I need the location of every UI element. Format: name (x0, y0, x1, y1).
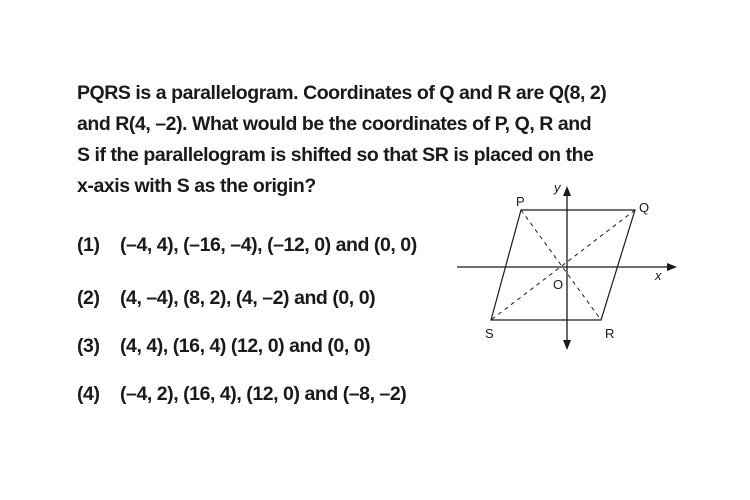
label-s: S (485, 326, 494, 341)
question-line-2: and R(4, –2). What would be the coordinates of P, Q, R and (77, 113, 592, 135)
label-o: O (553, 277, 564, 292)
label-x: x (655, 268, 662, 283)
option-3-text: (4, 4), (16, 4) (12, 0) and (0, 0) (120, 335, 371, 357)
diagonal-pr (521, 210, 601, 320)
option-1[interactable] (77, 234, 417, 257)
parallelogram-figure (455, 178, 680, 358)
question-line-1: PQRS is a parallelogram. Coordinates of Q and R are Q(8, 2) (77, 82, 607, 104)
option-1-number: (1) (77, 234, 100, 256)
y-axis-arrow-up-icon (563, 186, 571, 196)
option-1-text: (–4, 4), (–16, –4), (–12, 0) and (0, 0) (120, 234, 417, 256)
label-r: R (605, 326, 615, 341)
label-q: Q (639, 200, 650, 215)
option-2-number: (2) (77, 287, 100, 309)
y-axis-arrow-down-icon (563, 340, 571, 350)
question-line-4: x-axis with S as the origin? (77, 175, 316, 197)
option-2-text: (4, –4), (8, 2), (4, –2) and (0, 0) (120, 287, 376, 309)
label-p: P (516, 194, 525, 209)
option-4-text: (–4, 2), (16, 4), (12, 0) and (–8, –2) (120, 383, 407, 405)
option-4-number: (4) (77, 383, 100, 405)
option-4[interactable] (77, 383, 406, 406)
question-line-3: S if the parallelogram is shifted so that SR is placed on the (77, 144, 594, 166)
option-3-number: (3) (77, 335, 100, 357)
x-axis-arrow-icon (667, 263, 677, 271)
option-3[interactable] (77, 335, 370, 358)
option-2[interactable] (77, 287, 375, 310)
label-y: y (554, 180, 561, 195)
diagonal-qs (491, 210, 635, 320)
